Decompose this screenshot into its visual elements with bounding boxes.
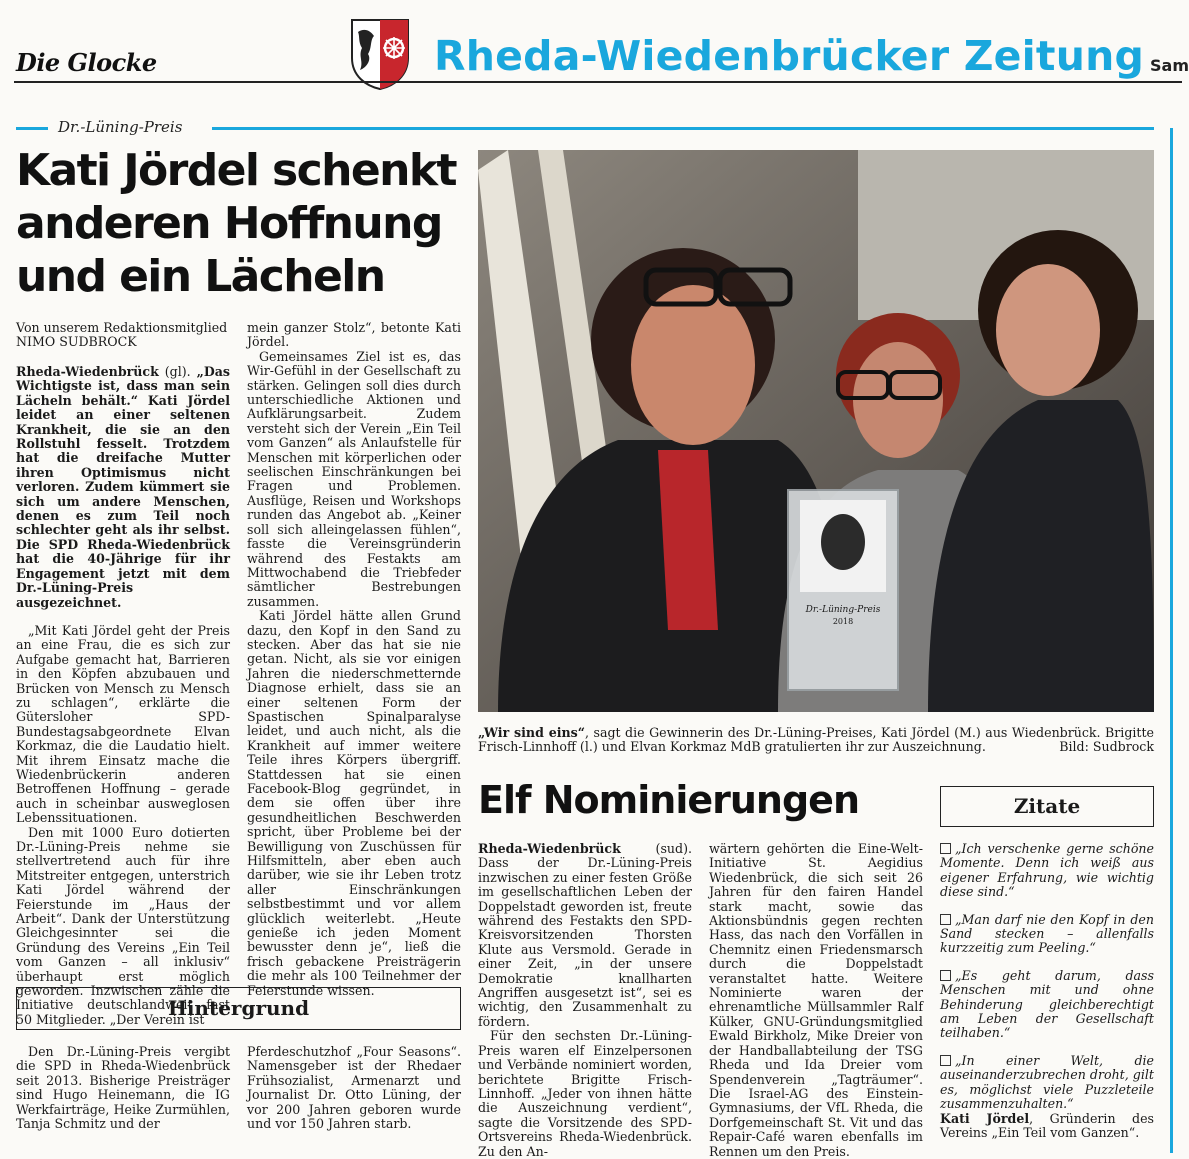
quote-item — [940, 913, 1154, 956]
lead-place: Rheda-Wiedenbrück — [16, 364, 159, 379]
attribution-text: , Gründerin des Vereins „Ein Teil vom Ganzen“. — [940, 1110, 1154, 1140]
nominations-column-1 — [478, 842, 692, 1159]
page-rule-right — [1170, 128, 1173, 1153]
hintergrund-heading: Hintergrund — [16, 987, 461, 1030]
paragraph: mein ganzer Stolz“, betonte Kati Jördel. — [247, 320, 461, 350]
date-fragment: Sam — [1150, 56, 1189, 75]
quote-text: „In einer Welt, die auseinanderzubrechen droht, gilt es, möglichst viele Puzzleteile zusammenzuhalten.“ — [940, 1052, 1154, 1112]
byline-line: Von unserem Redaktionsmitglied — [16, 320, 228, 335]
trophy-year: 2018 — [832, 617, 854, 626]
checkbox-icon — [940, 914, 951, 925]
paragraph: Für den sechsten Dr.-Lüning-Preis waren elf Einzelpersonen und Verbände nominiert worden, berichtete Brigitte Frisch-Linnhoff. „Jeder von ihnen hätte die Auszeichnung verdient“, sagte die Vorsitzende des SPD-Ortsvereins Rheda-Wiedenbrück. Zu den An- — [478, 1028, 692, 1159]
kicker-rule-left — [16, 127, 48, 130]
paragraph — [478, 842, 692, 1029]
quote-text: „Es geht darum, dass Menschen mit und ohne Behinderung gleichberechtigt am Leben der Gesellschaft teilhaben.“ — [940, 967, 1154, 1041]
paragraph: Den Dr.-Lüning-Preis vergibt die SPD in Rheda-Wiedenbrück seit 2013. Bisherige Preisträger sind Hugo Heinemann, die IG Werkfairträge, Heike Zurmühlen, Tanja Schmitz und der — [16, 1044, 230, 1132]
nominations-p1: (sud). Dass der Dr.-Lüning-Preis inzwischen zu einer festen Größe im gesellschaftlichen Leben der Doppelstadt geworden ist, freute während des Festakts den SPD-Kreisvorsitzenden Thorsten Klute aus Versmold. Gerade in einer Zeit, „in der unsere Demokratie knallharten Angriffen ausgesetzt ist“, sei es wichtig, den Zusammenhalt zu fördern. — [478, 841, 692, 1029]
article-photo — [478, 150, 1154, 712]
nominations-column-2 — [709, 842, 923, 1159]
paragraph: Pferdeschutzhof „Four Seasons“. Namensgeber ist der Rhedaer Frühsozialist, Armenarzt und Journalist Dr. Otto Lüning, der vor 200 Jahren geboren wurde und vor 150 Jahren starb. — [247, 1044, 461, 1132]
trophy-title: Dr.-Lüning-Preis — [805, 605, 881, 615]
hintergrund-column-2 — [247, 1045, 461, 1131]
nominations-place: Rheda-Wiedenbrück — [478, 841, 621, 856]
quote-item — [940, 1054, 1154, 1112]
quotes-list — [940, 842, 1154, 1140]
photo-caption — [478, 726, 1154, 755]
byline-author: NIMO SUDBROCK — [16, 334, 137, 350]
paragraph: Kati Jördel hätte allen Grund dazu, den Kopf in den Sand zu stecken. Aber das hat sie nie getan. Nicht, als sie vor einigen Jahren die niederschmetternde Diagnose erhielt, dass sie an einer seltenen Form der Spastischen Spinalparalyse leidet, und auch nicht, als die Krankheit auf immer weitere Teile ihres Körpers übergriff. Stattdessen hat sie einen Facebook-Blog gegründet, in dem sie offen über ihre gesundheitlichen Beschwerden spricht, über Probleme bei der Bewilligung von Zuschüssen für Hilfsmitteln, aber eben auch darüber, wie sie ihr Leben trotz aller Einschränkungen selbstbestimmt und vor allem glücklich weiterlebt. „Heute genieße ich jeden Moment bewusster denn je“, ließ die frisch gebackene Preisträgerin die mehr als 100 Teilnehmer der Feierstunde wissen. — [247, 608, 461, 998]
section-heading-nominations: Elf Nominierungen — [478, 778, 859, 822]
checkbox-icon — [940, 970, 951, 981]
lead-paragraph — [16, 365, 230, 610]
caption-quote: „Wir sind eins“ — [478, 725, 586, 740]
checkbox-icon — [940, 1055, 951, 1066]
paragraph: Gemeinsames Ziel ist es, das Wir-Gefühl in der Gesellschaft zu stärken. Gelingen soll dies durch unterschiedliche Aktionen und Aufklärungsarbeit. Zudem versteht sich der Verein „Ein Teil vom Ganzen“ als Anlaufstelle für Menschen mit körperlichen oder seelischen Einschränkungen bei Fragen und Problemen. Ausflüge, Reisen und Workshops runden das Angebot ab. „Keiner soll sich alleingelassen fühlen“, fasste die Vereinsgründerin während des Festakts am Mittwochabend die Triebfeder sämtlicher Bestrebungen zusammen. — [247, 348, 461, 609]
headline: Kati Jördel schenkt anderen Hoffnung und ein Lächeln — [16, 145, 456, 302]
article-column-2 — [247, 321, 461, 998]
lead-text: „Das Wichtigste ist, dass man sein Lächeln behält.“ Kati Jördel leidet an einer seltenen Krankheit, die sie an den Rollstuhl fesselt. Trotzdem hat die dreifache Mutter ihren Optimismus nicht verloren. Zudem kümmert sie sich um andere Menschen, denen es zum Teil noch schlechter geht als ihr selbst. Die SPD Rheda-Wiedenbrück hat die 40-Jährige für ihr Engagement jetzt mit dem Dr.-Lüning-Preis ausgezeichnet. — [16, 364, 230, 610]
kicker-rule-right — [212, 127, 1154, 130]
checkbox-icon — [940, 843, 951, 854]
quote-item — [940, 842, 1154, 900]
photo-illustration — [478, 150, 1154, 712]
quote-item — [940, 969, 1154, 1041]
newspaper-title: Rheda-Wiedenbrücker Zeitung — [434, 32, 1145, 80]
lead-tag: (gl). — [158, 364, 197, 379]
newspaper-logo: Die Glocke — [16, 48, 157, 77]
caption-text: , sagt die Gewinnerin des Dr.-Lüning-Preises, Kati Jördel (M.) aus Wiedenbrück. Brigitte Frisch-Linnhoff (l.) und Elvan Korkmaz MdB gratulierten ihr zur Auszeichnung. — [478, 725, 1154, 755]
article-column-1 — [16, 365, 230, 1027]
quote-text: „Ich verschenke gerne schöne Momente. Denn ich weiß aus eigener Erfahrung, wie wichtig diese sind.“ — [940, 841, 1154, 900]
attribution-name: Kati Jördel — [940, 1110, 1030, 1126]
photo-credit: Bild: Sudbrock — [1059, 739, 1154, 755]
masthead-rule — [14, 81, 1182, 83]
byline — [16, 321, 230, 350]
quote-text: „Man darf nie den Kopf in den Sand stecken – allenfalls kurzzeitig zum Peeling.“ — [940, 911, 1154, 956]
paragraph: Den mit 1000 Euro dotierten Dr.-Lüning-Preis nehme sie stellvertretend auch für ihre Mitstreiter entgegen, unterstrich Kati Jördel während der Feierstunde im „Haus der Arbeit“. Dank der Unterstützung Gleichgesinnter sei die Gründung des Vereins „Ein Teil vom Ganzen – all inklusiv“ überhaupt erst möglich geworden. Inzwischen zähle die Initiative deutschlandweit fast 50 Mitglieder. „Der Verein ist — [16, 824, 230, 1027]
zitate-heading: Zitate — [940, 786, 1154, 827]
kicker: Dr.-Lüning-Preis — [58, 118, 183, 136]
paragraph: „Mit Kati Jördel geht der Preis an eine Frau, die es sich zur Aufgabe gemacht hat, Barrieren in den Köpfen abzubauen und Brücken von Mensch zu Mensch zu schlagen“, erklärte die Gütersloher SPD-Bundestagsabgeordnete Elvan Korkmaz, die die Laudatio hielt. Mit ihrem Einsatz mache die Wiedenbrückerin anderen Betroffenen Hoffnung – gerade auch in scheinbar ausweglosen Lebenssituationen. — [16, 622, 230, 826]
quote-attribution — [940, 1112, 1154, 1141]
city-crest-icon — [350, 18, 410, 90]
paragraph: wärtern gehörten die Eine-Welt-Initiative St. Aegidius Wiedenbrück, die sich seit 26 Jahren für den fairen Handel stark macht, sowie das Aktionsbündnis gegen rechten Hass, das nach den Vorfällen in Chemnitz einen Friedensmarsch durch die Doppelstadt veranstaltet hatte. Weitere Nominierte waren der ehrenamtliche Müllsammler Ralf Külker, GNU-Gründungsmitglied Ewald Birkholz, Mike Dreier von der Handballabteilung der TSG Rheda und Ida Dreier vom Spendenverein „Tagträumer“. Die Israel-AG des Einstein-Gymnasiums, der VfL Rheda, die Dorfgemeinschaft St. Vit und das Repair-Café waren ebenfalls im Rennen um den Preis. — [709, 841, 923, 1159]
hintergrund-column-1 — [16, 1045, 230, 1131]
